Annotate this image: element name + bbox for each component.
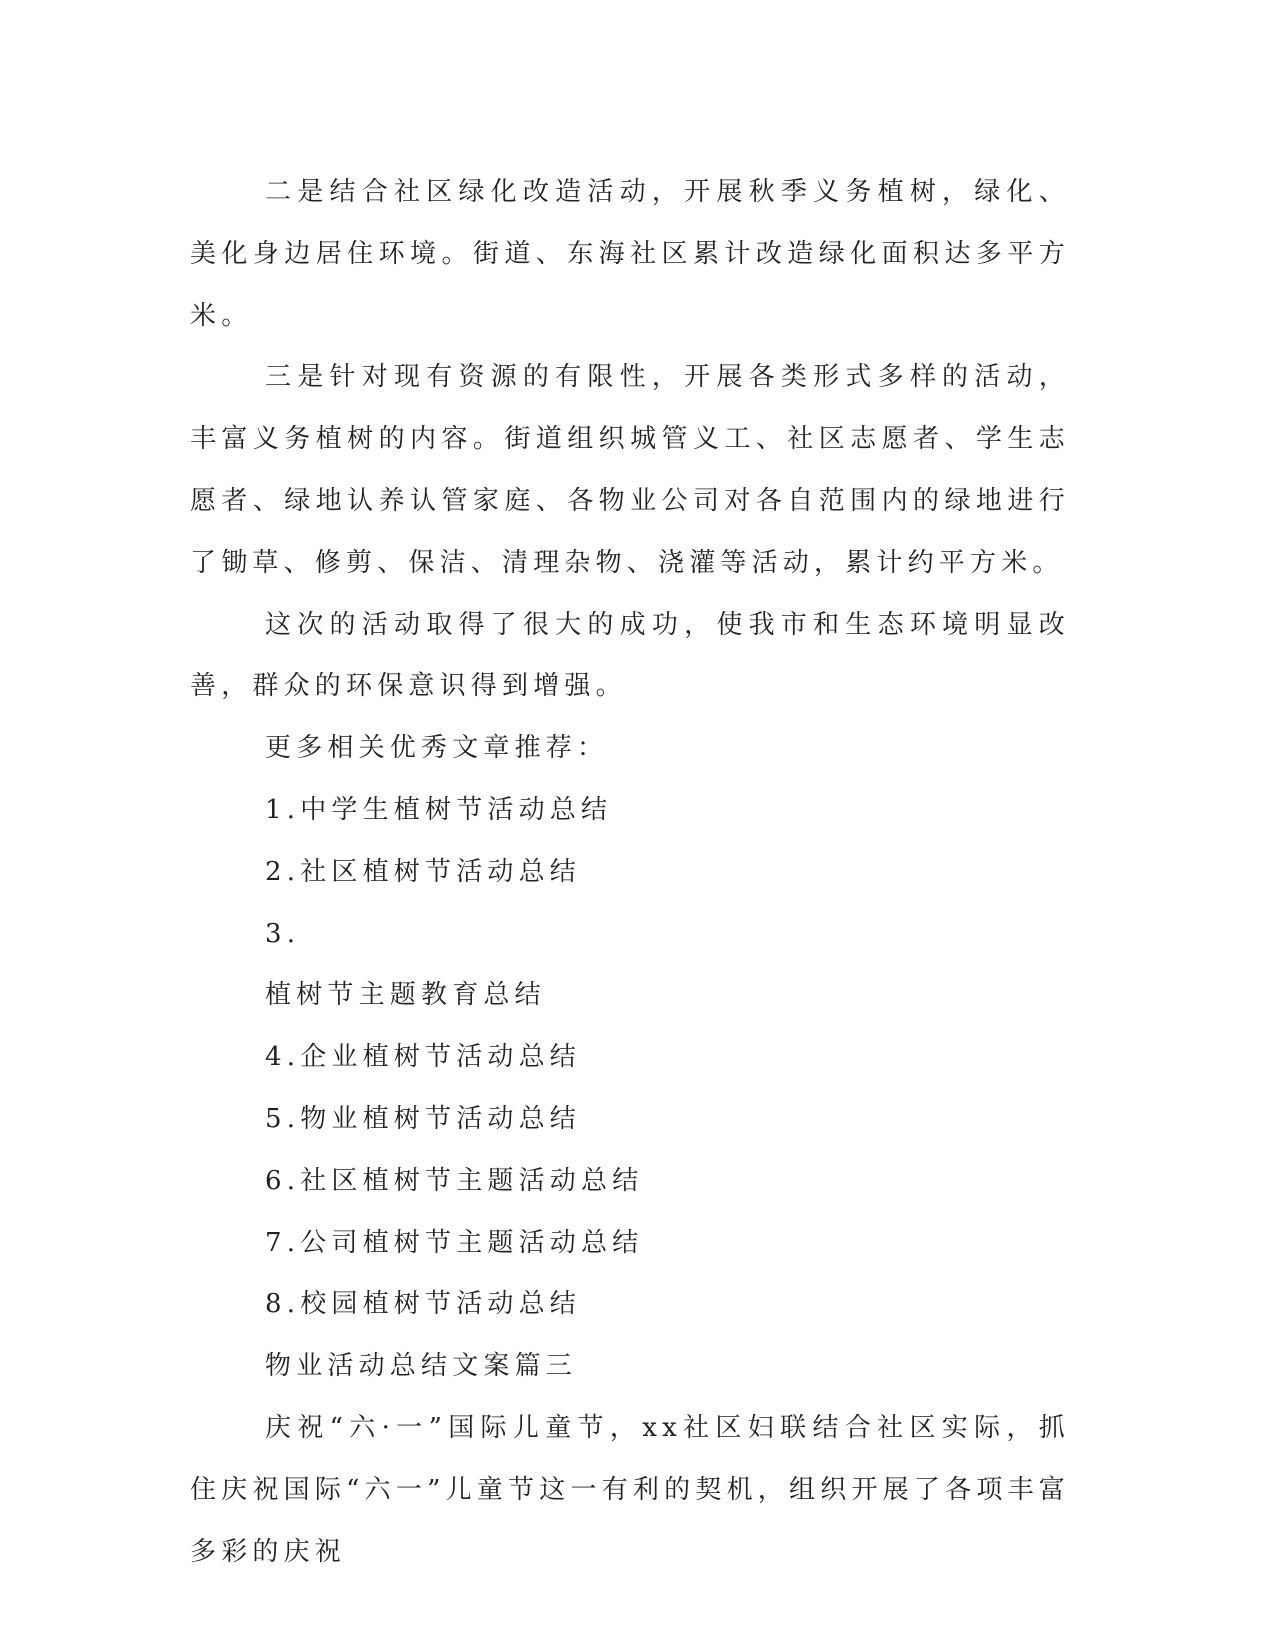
recommendation-item-3-title: 植树节主题教育总结 xyxy=(265,980,546,1011)
recommendation-item-1: 1.中学生植树节活动总结 xyxy=(265,794,613,825)
recommendation-item-2: 2.社区植树节活动总结 xyxy=(265,856,582,887)
paragraph-activity-success: 这次的活动取得了很大的成功，使我市和生态环境明显改善，群众的环保意识得到增强。 xyxy=(190,609,1070,702)
recommendation-item-4: 4.企业植树节活动总结 xyxy=(265,1042,582,1073)
recommendation-item-7: 7.公司植树节主题活动总结 xyxy=(265,1227,644,1258)
document-body xyxy=(190,162,1070,1583)
recommendation-item-6: 6.社区植树节主题活动总结 xyxy=(265,1165,644,1196)
recommendation-item-3-number: 3. xyxy=(265,918,301,949)
recommendation-item-8: 8.校园植树节活动总结 xyxy=(265,1289,582,1320)
paragraph-limited-resources: 三是针对现有资源的有限性，开展各类形式多样的活动，丰富义务植树的内容。街道组织城管义工、社区志愿者、学生志愿者、绿地认养认管家庭、各物业公司对各自范围内的绿地进行了锄草、修剪、保洁、清理杂物、浇灌等活动，累计约平方米。 xyxy=(190,362,1070,578)
recommendation-heading: 更多相关优秀文章推荐： xyxy=(265,733,609,764)
recommendation-item-5: 5.物业植树节活动总结 xyxy=(265,1103,582,1134)
paragraph-childrens-day: 庆祝“六·一”国际儿童节，xx社区妇联结合社区实际，抓住庆祝国际“六一”儿童节这一有利的契机，组织开展了各项丰富多彩的庆祝 xyxy=(190,1412,1070,1567)
section-heading-part-three: 物业活动总结文案篇三 xyxy=(265,1351,578,1382)
paragraph-greening-renovation: 二是结合社区绿化改造活动，开展秋季义务植树，绿化、美化身边居住环境。街道、东海社区累计改造绿化面积达多平方米。 xyxy=(190,177,1070,331)
